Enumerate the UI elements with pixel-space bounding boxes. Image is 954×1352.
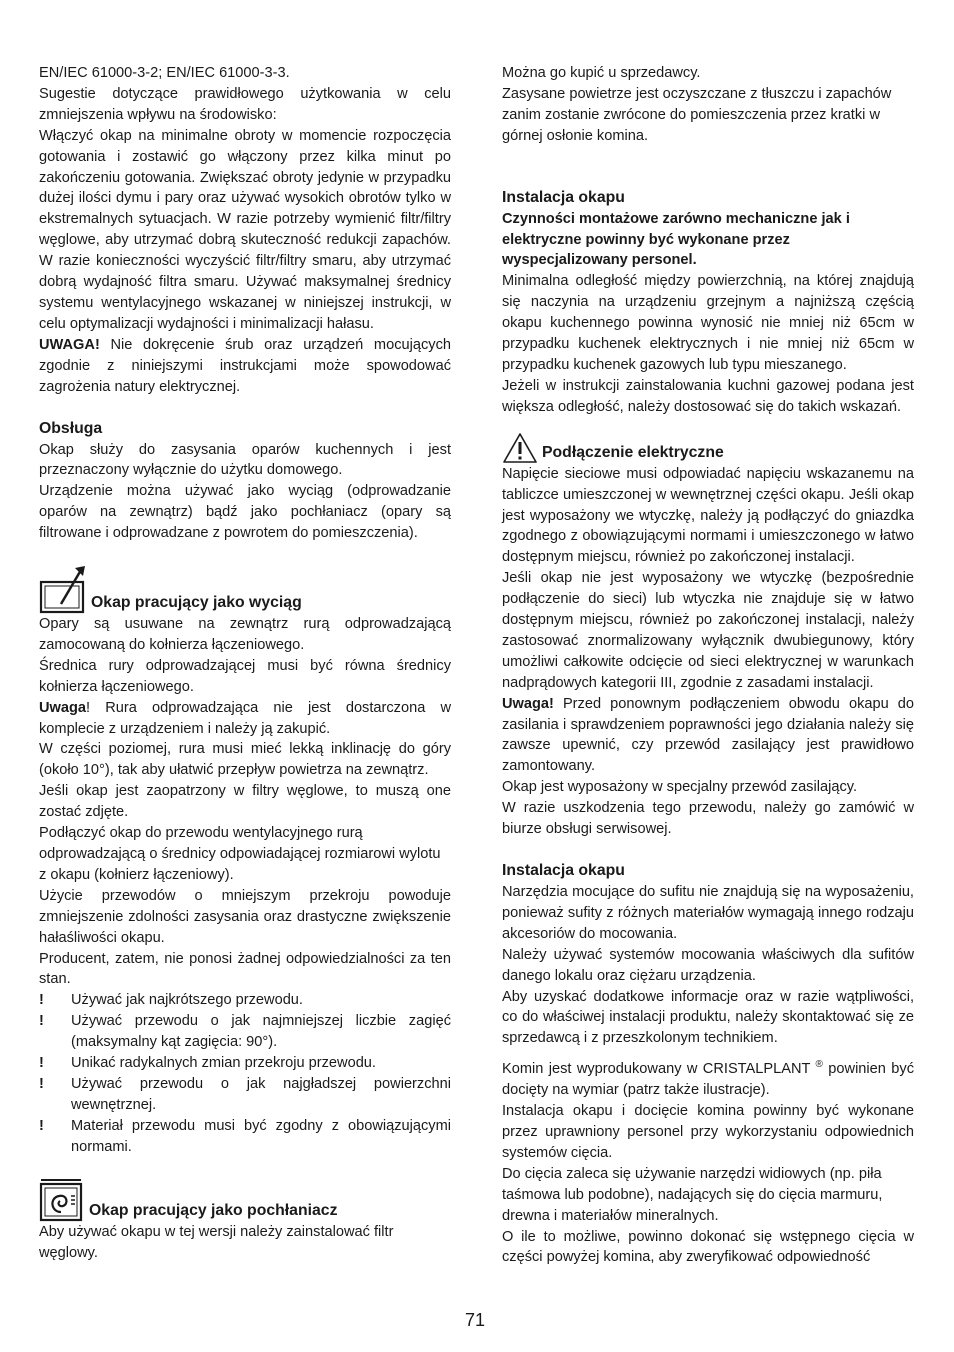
warning-paragraph (39, 335, 451, 398)
right-intro-1: Można go kupić u sprzedawcy. (502, 65, 701, 81)
left-column (39, 63, 451, 1263)
wyciag-p5a: Podłączyć okap do przewodu wentylacyjnego rurą (39, 825, 363, 842)
bullet-text: Materiał przewodu musi być zgodny z obowiązującymi normami. (71, 1117, 451, 1155)
list-item (39, 1116, 451, 1158)
wyciag-note-text: ! Rura odprowadzająca nie jest dostarczona w komplecie z urządzeniem i należy ją zakupić. (39, 699, 451, 737)
instalacja2-p6: Do cięcia zaleca się używanie narzędzi widiowych (np. piła taśmowa lub podobne), nadających się do cięcia marmuru, drewna i materiałów mineralnych. (502, 1165, 883, 1224)
wyciag-p5b: odprowadzającą o średnicy odpowiadającej rozmiarowi wylotu z okapu (kołnierz łączeniowy). (39, 846, 441, 883)
elektryczne-p1: Napięcie sieciowe musi odpowiadać napięciu wskazanemu na tabliczce umieszczonej w wewnętrznej części okapu. Jeśli okap jest wyposażony we wtyczkę, należy ją podłączyć do gniazdka zgodnego z obowiązującymi normami i umieszczonego w łatwo dostępnym miejscu, również po zakończonej instalacji. (502, 465, 914, 566)
list-item (39, 990, 451, 1011)
section-title-instalacja-1: Instalacja okapu (502, 188, 625, 206)
instalacja1-p1: Minimalna odległość między powierzchnią, na której znajdują się naczynia na urządzeniu grzejnym a najniższą częścią okapu kuchennego powinna wynosić nie mniej niż 65cm w przypadku kuchenek elektrycznych i nie mniej niż 65cm w przypadku kuchenek gazowych lub typu mieszanego. (502, 273, 914, 373)
suggestions-text: Włączyć okap na minimalne obroty w momencie rozpoczęcia gotowania i zostawić go włączony przez kilka minut po zakończeniu gotowania. Zwiększać obroty jedynie w przypadku dużej ilości dymu i pary oraz używać wysokich obrotów tylko w ekstremalnych sytuacjach. W razie potrzeby wymienić filtr/filtry węglowe, aby utrzymać dobrą skuteczność redukcji zapachów. W razie konieczności wyczyścić filtr/filtry smaru, aby utrzymać dobrą wydajność filtra smaru. Używać maksymalnej średnicy systemu wentylacyjnego wskazanej w niniejszej instrukcji, w celu optymalizacji wydajności i minimalizacji hałasu. (39, 127, 451, 332)
instalacja2-p2: Należy używać systemów mocowania właściwych dla sufitów danego lokalu oraz ciężaru urządzenia. (502, 946, 914, 984)
section-heading-elektryczne (502, 432, 914, 464)
bullet-mark: ! (39, 992, 44, 1009)
page-number: 71 (464, 1310, 486, 1330)
instalacja2-p7: O ile to możliwe, powinno dokonać się wstępnego cięcia w części powyżej komina, aby zweryfikować odpowiedność (502, 1228, 914, 1266)
obsluga-p2: Urządzenie można używać jako wyciąg (odprowadzanie oparów na zewnątrz) bądź jako pochłaniacz (opary są filtrowane i odprowadzane z powrotem do pomieszczenia). (39, 483, 451, 542)
section-title-elektryczne: Podłączenie elektryczne (542, 443, 724, 461)
registered-mark: ® (815, 1059, 823, 1071)
elektryczne-p3: Okap jest wyposażony w specjalny przewód zasilający. (502, 779, 858, 796)
warning-label: UWAGA! (39, 336, 100, 353)
bullet-mark: ! (39, 1075, 44, 1092)
section-title-wyciag: Okap pracujący jako wyciąg (91, 594, 302, 612)
warning-triangle-icon (502, 432, 538, 464)
bullet-mark: ! (39, 1055, 44, 1072)
bullet-text: Używać jak najkrótszego przewodu. (71, 992, 303, 1009)
wyciag-note-label: Uwaga (39, 699, 87, 716)
list-item (39, 1074, 451, 1116)
section-title-obsluga: Obsługa (39, 419, 103, 437)
elektryczne-p2: Jeśli okap nie jest wyposażony we wtyczkę (bezpośrednie podłączenie do sieci) lub wtyczka nie znajduje się w łatwo dostępnym miejscu, również po zakończonej instalacji, należy zastosować znormalizowany wyłącznik dwubiegunowy, który umożliwi całkowite odcięcie od sieci elektrycznej w warunkach nadprądowych kategorii III, zgodnie z zasadami instalacji. (502, 570, 914, 691)
instalacja2-p4b: powinien być docięty na wymiar (patrz także ilustracje). (502, 1061, 914, 1099)
wyciag-p2: Średnica rury odprowadzającej musi być równa średnicy kołnierza łączeniowego. (39, 657, 451, 695)
right-intro-2: Zasysane powietrze jest oczyszczane z tłuszczu i zapachów zanim zostanie zwrócone do pomieszczenia przez kratki w górnej osłonie komina. (502, 85, 892, 144)
instalacja-bold-note: Czynności montażowe zarówno mechaniczne jak i elektryczne powinny być wykonane przez wyspecjalizowany personel. (502, 210, 850, 269)
elektryczne-note (502, 694, 914, 778)
wyciag-p7: Producent, zatem, nie ponosi żadnej odpowiedzialności za ten stan. (39, 950, 451, 988)
wyciag-p1: Opary są usuwane na zewnątrz rurą odprowadzającą zamocowaną do kołnierza łączeniowego. (39, 616, 451, 653)
right-column (502, 63, 914, 1268)
instalacja2-p3: Aby uzyskać dodatkowe informacje oraz w razie wątpliwości, co do właściwej instalacji produktu, należy skontaktować się ze sprzedawcą i z przeszkolonym technikiem. (502, 988, 914, 1047)
instalacja2-p4a: Komin jest wyprodukowany w CRISTALPLANT (502, 1061, 816, 1078)
bullet-mark: ! (39, 1013, 44, 1030)
duct-tips-list (39, 990, 451, 1157)
instalacja2-p1: Narzędzia mocujące do sufitu nie znajdują się na wyposażeniu, ponieważ sufity z różnych materiałów wymagają innego rodzaju akcesoriów do mocowania. (502, 884, 914, 942)
exhaust-duct-icon (39, 564, 87, 614)
section-heading-pochlaniacz (39, 1178, 451, 1222)
bullet-text: Używać przewodu o jak najgładszej powierzchni wewnętrznej. (71, 1075, 451, 1113)
pochlaniacz-p1: Aby używać okapu w tej wersji należy zainstalować filtr węglowy. (39, 1223, 394, 1261)
elektryczne-p4: W razie uszkodzenia tego przewodu, należy go zamówić w biurze obsługi serwisowej. (502, 800, 914, 838)
instalacja2-p5: Instalacja okapu i docięcie komina powinny być wykonane przez uprawniony personel przy wykorzystaniu odpowiednich systemów cięcia. (502, 1103, 914, 1161)
list-item (39, 1011, 451, 1053)
wyciag-p4: Jeśli okap jest zaopatrzony w filtry węglowe, to muszą one zostać zdjęte. (39, 783, 451, 821)
recirculation-icon (39, 1178, 85, 1222)
section-title-instalacja-2: Instalacja okapu (502, 862, 625, 879)
standards-line: EN/IEC 61000-3-2; EN/IEC 61000-3-3. (39, 65, 290, 81)
wyciag-note (39, 698, 451, 740)
bullet-mark: ! (39, 1117, 44, 1134)
elektryczne-note-label: Uwaga! (502, 695, 554, 712)
section-heading-wyciag (39, 564, 451, 614)
bullet-text: Używać przewodu o jak najmniejszej liczbie zagięć (maksymalny kąt zagięcia: 90°). (71, 1013, 451, 1051)
elektryczne-note-text: Przed ponownym podłączeniem obwodu okapu do zasilania i sprawdzeniem poprawności jego działania należy się zawsze upewnić, czy przewód zasilający jest prawidłowo zamontowany. (502, 695, 914, 775)
instalacja2-p4 (502, 1059, 914, 1101)
section-title-pochlaniacz: Okap pracujący jako pochłaniacz (89, 1201, 338, 1219)
instalacja1-p2: Jeżeli w instrukcji zainstalowania kuchni gazowej podana jest większa odległość, należy dostosować się do takich wskazań. (502, 377, 914, 415)
wyciag-p3: W części poziomej, rura musi mieć lekką inklinację do góry (około 10°), tak aby ułatwić przepływ powietrza na zewnątrz. (39, 741, 451, 779)
suggestions-heading: Sugestie dotyczące prawidłowego użytkowania w celu zmniejszenia wpływu na środowisko: (39, 85, 451, 123)
warning-text: Nie dokręcenie śrub oraz urządzeń mocujących zgodnie z niniejszymi instrukcjami może spowodować zagrożenia natury elektrycznej. (39, 336, 451, 395)
list-item (39, 1053, 451, 1074)
wyciag-p6: Użycie przewodów o mniejszym przekroju powoduje zmniejszenie zdolności zasysania oraz drastyczne zwiększenie hałaśliwości okapu. (39, 887, 451, 946)
obsluga-p1: Okap służy do zasysania oparów kuchennych i jest przeznaczony wyłącznie do użytku domowego. (39, 441, 451, 479)
bullet-text: Unikać radykalnych zmian przekroju przewodu. (71, 1055, 376, 1072)
